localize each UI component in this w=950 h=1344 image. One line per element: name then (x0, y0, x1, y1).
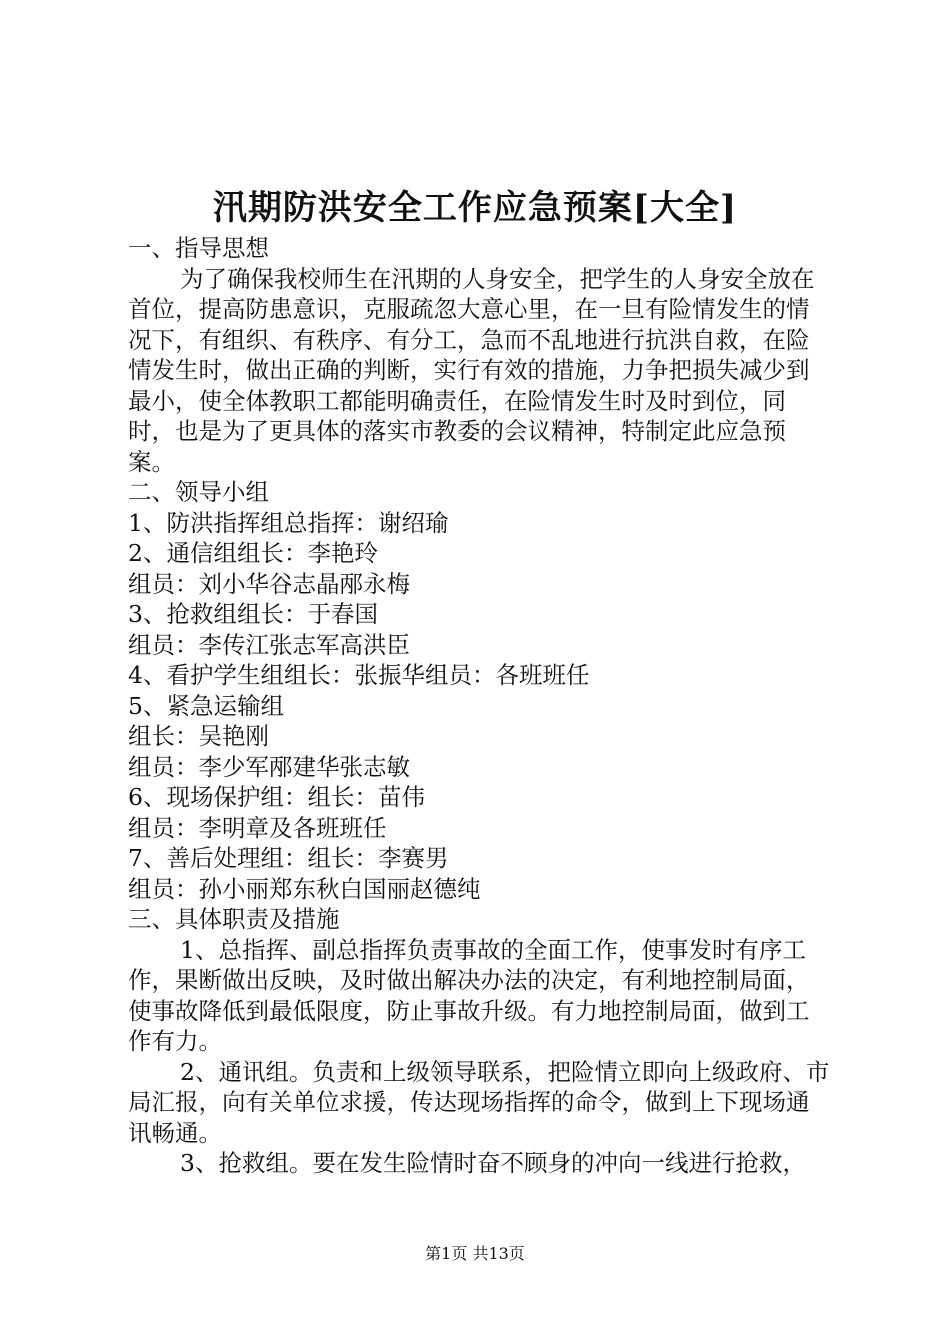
leader-line: 组员：李少军邴建华张志敏 (128, 752, 410, 781)
leader-line: 组员：孙小丽郑东秋白国丽赵德纯 (128, 874, 481, 903)
leader-line: 2、通信组组长：李艳玲 (128, 539, 378, 567)
paragraph-duty: 1、总指挥、副总指挥负责事故的全面工作，使事发时有序工作，果断做出反映，及时做出解决办法的决定，有利地控制局面，使事故降低到最低限度，防止事故升级。有力地控制局面，做到工作有力。 (128, 935, 810, 1055)
leader-line: 6、现场保护组：组长：苗伟 (128, 783, 425, 811)
paragraph-duty: 3、抢救组。要在发生险情时奋不顾身的冲向一线进行抢救， (180, 1149, 806, 1177)
paragraph-duty: 2、通讯组。负责和上级领导联系，把险情立即向上级政府、市局汇报，向有关单位求援，传达现场指挥的命令，做到上下现场通讯畅通。 (128, 1057, 830, 1147)
page-footer: 第1页 共13页 (425, 1244, 525, 1263)
document-title: 汛期防洪安全工作应急预案[大全] (212, 188, 738, 228)
section-heading-2: 二、领导小组 (128, 478, 269, 506)
leader-line: 组员：刘小华谷志晶邴永梅 (128, 569, 410, 598)
leader-line: 组长：吴艳刚 (128, 722, 269, 750)
leader-line: 组员：李传江张志军高洪臣 (128, 630, 410, 659)
leader-line: 3、抢救组组长：于春国 (128, 600, 378, 628)
section-heading-1: 一、指导思想 (128, 234, 269, 262)
leader-line: 组员：李明章及各班班任 (128, 813, 387, 842)
section-heading-3: 三、具体职责及措施 (128, 905, 340, 933)
leader-line: 1、防洪指挥组总指挥：谢绍瑜 (128, 508, 449, 537)
leader-line: 5、紧急运输组 (128, 691, 284, 720)
leader-line: 7、善后处理组：组长：李赛男 (128, 844, 449, 872)
paragraph-guiding-thought: 为了确保我校师生在汛期的人身安全，把学生的人身安全放在首位，提高防患意识，克服疏忽大意心里，在一旦有险情发生的情况下，有组织、有秩序、有分工，急而不乱地进行抗洪自救，在险情发生时，做出正确的判断，实行有效的措施，力争把损失减少到最小，使全体教职工都能明确责任，在险情发生时及时到位，同时，也是为了更具体的落实市教委的会议精神，特制定此应急预案。 (128, 264, 815, 476)
document-body (128, 233, 830, 1179)
leader-line: 4、看护学生组组长：张振华组员：各班班任 (128, 661, 590, 689)
